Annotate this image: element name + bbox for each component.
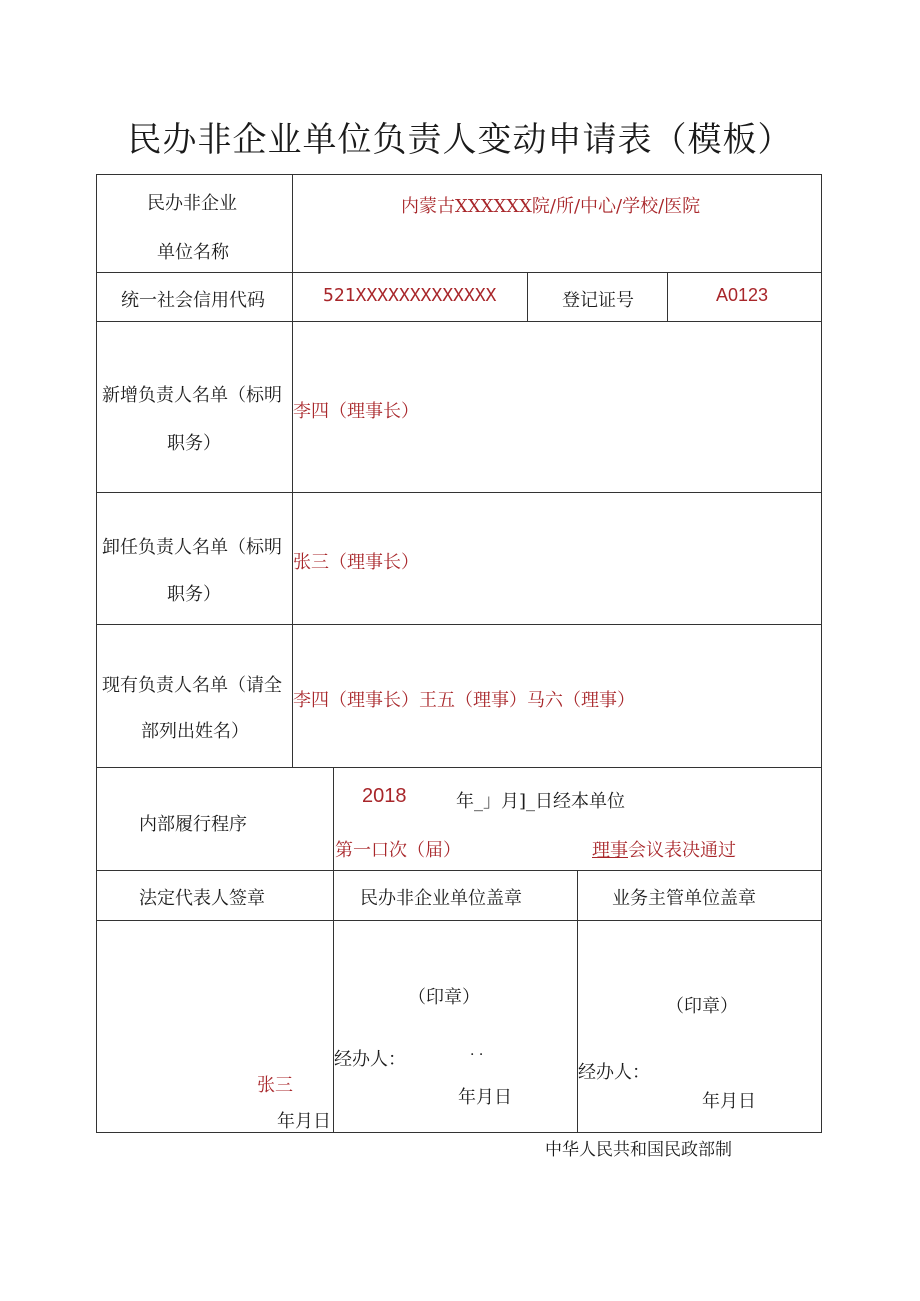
- credit-code-label: 统一社会信用代码: [121, 290, 265, 311]
- procedure-year: 2018: [362, 785, 407, 807]
- departing-leaders-label-line1: 卸任负责人名单（标明: [102, 537, 282, 558]
- registration-no-label: 登记证号: [562, 290, 634, 311]
- page-title: 民办非企业单位负责人变动申请表（模板）: [127, 120, 793, 160]
- procedure-value-cell[interactable]: [333, 767, 822, 871]
- legal-rep-date: 年月日: [277, 1111, 331, 1132]
- unit-name-label-cell: [96, 174, 293, 273]
- procedure-label-cell: [96, 767, 334, 871]
- unit-seal-cell[interactable]: [333, 920, 578, 1133]
- new-leaders-label-line1: 新增负责人名单（标明: [102, 385, 282, 406]
- unit-date: 年月日: [458, 1087, 512, 1108]
- procedure-label: 内部履行程序: [139, 814, 247, 835]
- supervisor-seal-cell[interactable]: [577, 920, 822, 1133]
- current-leaders-value: 李四（理事长）王五（理事）马六（理事）: [293, 690, 635, 711]
- current-leaders-label-cell: [96, 624, 293, 768]
- procedure-date-line: 年_」月]_日经本单位: [456, 791, 626, 812]
- issuer-footer: 中华人民共和国民政部制: [545, 1140, 732, 1160]
- unit-name-label-line2: 单位名称: [157, 242, 229, 263]
- new-leaders-label-line2: 职务）: [167, 433, 221, 454]
- current-leaders-label-line2: 部列出姓名）: [141, 721, 249, 742]
- departing-leaders-value: 张三（理事长）: [293, 552, 419, 573]
- credit-code-label-cell: [96, 272, 293, 322]
- unit-handler: 经办人：: [334, 1049, 406, 1070]
- supervisor-handler: 经办人：: [578, 1062, 650, 1083]
- registration-no-value-cell[interactable]: [667, 272, 822, 322]
- registration-no-label-cell: [527, 272, 668, 322]
- departing-leaders-label-line2: 职务）: [167, 584, 221, 605]
- supervisor-date: 年月日: [702, 1091, 756, 1112]
- credit-code-value-cell[interactable]: [292, 272, 528, 322]
- supervisor-stamp: （印章）: [666, 996, 738, 1017]
- new-leaders-label-cell: [96, 321, 293, 493]
- current-leaders-label-line1: 现有负责人名单（请全: [102, 675, 282, 696]
- legal-rep-signature-cell[interactable]: [96, 920, 334, 1133]
- unit-name-value-cell[interactable]: [292, 174, 822, 273]
- legal-rep-header-cell: [96, 870, 334, 921]
- current-leaders-value-cell[interactable]: [292, 624, 822, 768]
- departing-leaders-value-cell[interactable]: [292, 492, 822, 625]
- unit-name-value: 内蒙古XXXXXX院/所/中心/学校/医院: [401, 196, 701, 217]
- unit-name-label-line1: 民办非企业: [147, 193, 237, 214]
- credit-code-value: 521XXXXXXXXXXXXX: [323, 285, 497, 306]
- unit-seal-header-cell: [333, 870, 578, 921]
- unit-seal-label: 民办非企业单位盖章: [360, 888, 522, 909]
- procedure-session: 第一口次（届）: [335, 840, 461, 861]
- legal-rep-label: 法定代表人签章: [139, 888, 265, 909]
- new-leaders-value-cell[interactable]: [292, 321, 822, 493]
- application-form: [96, 174, 822, 1133]
- unit-stamp: （印章）: [408, 987, 480, 1008]
- legal-rep-name: 张三: [257, 1075, 293, 1096]
- new-leaders-value: 李四（理事长）: [293, 401, 419, 422]
- departing-leaders-label-cell: [96, 492, 293, 625]
- procedure-board-type: 理事: [592, 840, 628, 861]
- unit-dots: · ·: [470, 1047, 484, 1063]
- supervisor-seal-header-cell: [577, 870, 822, 921]
- registration-no-value: A0123: [716, 285, 769, 305]
- supervisor-seal-label: 业务主管单位盖章: [612, 888, 756, 909]
- procedure-resolution: 会议表决通过: [628, 840, 736, 861]
